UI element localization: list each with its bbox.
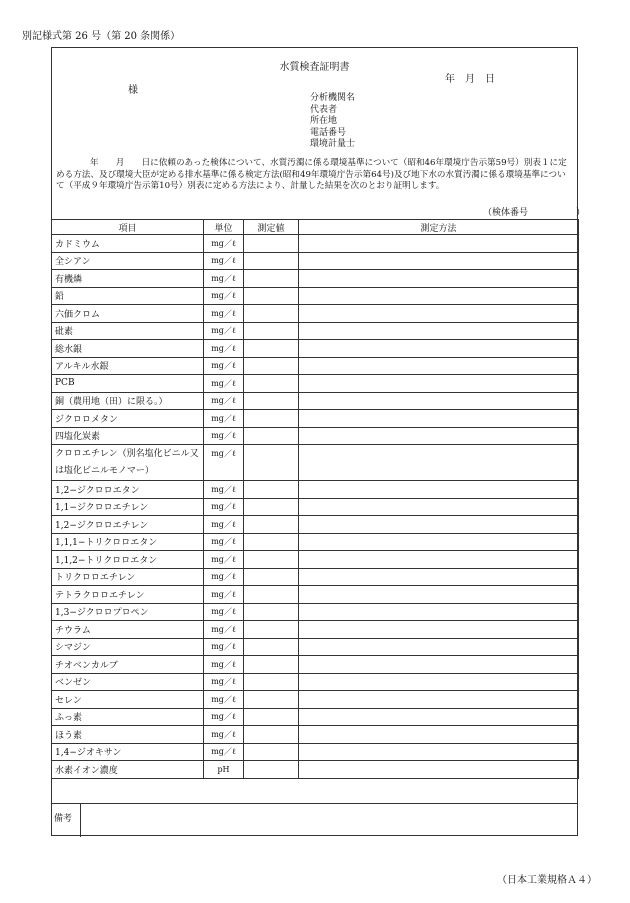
method-cell[interactable] [299, 357, 579, 375]
table-row [52, 708, 579, 726]
measured-value-cell[interactable] [244, 481, 299, 499]
unit-cell: mg／ℓ [204, 357, 244, 375]
remarks-section [51, 803, 578, 838]
measured-value-cell[interactable] [244, 621, 299, 639]
item-name: シマジン [52, 638, 204, 656]
measured-value-cell[interactable] [244, 410, 299, 428]
table-row [52, 551, 579, 569]
item-name: 1,2−ジクロロエチレン [52, 516, 204, 534]
table-row [52, 375, 579, 393]
method-cell[interactable] [299, 726, 579, 744]
addressee-suffix: 様 [128, 85, 138, 96]
item-name: トリクロロエチレン [52, 568, 204, 586]
remarks-label: 備考 [51, 804, 81, 837]
results-body [52, 235, 579, 779]
unit-cell: pH [204, 761, 244, 779]
measured-value-cell[interactable] [244, 427, 299, 445]
unit-cell: mg／ℓ [204, 551, 244, 569]
table-row [52, 516, 579, 534]
certificate-header [52, 48, 586, 218]
measured-value-cell[interactable] [244, 551, 299, 569]
measured-value-cell[interactable] [244, 673, 299, 691]
measured-value-cell[interactable] [244, 656, 299, 674]
item-name: 1,2−ジクロロエタン [52, 481, 204, 499]
method-cell[interactable] [299, 305, 579, 323]
table-header-row [52, 220, 579, 235]
unit-cell: mg／ℓ [204, 568, 244, 586]
item-name: ジクロロメタン [52, 410, 204, 428]
unit-cell: mg／ℓ [204, 481, 244, 499]
table-row [52, 357, 579, 375]
measured-value-cell[interactable] [244, 252, 299, 270]
measured-value-cell[interactable] [244, 375, 299, 393]
measured-value-cell[interactable] [244, 533, 299, 551]
unit-cell: mg／ℓ [204, 673, 244, 691]
item-name: ふっ素 [52, 708, 204, 726]
method-cell[interactable] [299, 691, 579, 709]
measured-value-cell[interactable] [244, 691, 299, 709]
item-name: 1,1,1−トリクロロエタン [52, 533, 204, 551]
sample-number-close: ） [576, 208, 586, 218]
method-cell[interactable] [299, 340, 579, 358]
item-name: 鉛 [52, 287, 204, 305]
table-row [52, 638, 579, 656]
header-measured-value: 測定値 [244, 220, 299, 235]
unit-cell: mg／ℓ [204, 305, 244, 323]
item-name: PCB [52, 375, 204, 393]
item-name: チオベンカルブ [52, 656, 204, 674]
measured-value-cell[interactable] [244, 392, 299, 410]
unit-cell: mg／ℓ [204, 445, 244, 481]
item-name: 銅（農用地（田）に限る。） [52, 392, 204, 410]
table-row [52, 761, 579, 779]
header-item: 項目 [52, 220, 204, 235]
unit-cell: mg／ℓ [204, 586, 244, 604]
unit-cell: mg／ℓ [204, 516, 244, 534]
table-row [52, 305, 579, 323]
method-cell[interactable] [299, 445, 579, 481]
item-name: セレン [52, 691, 204, 709]
item-name: チウラム [52, 621, 204, 639]
table-row [52, 410, 579, 428]
representative-label: 代表者 [310, 104, 338, 115]
unit-cell: mg／ℓ [204, 375, 244, 393]
method-cell[interactable] [299, 410, 579, 428]
measured-value-cell[interactable] [244, 322, 299, 340]
method-cell[interactable] [299, 287, 579, 305]
table-row [52, 673, 579, 691]
item-name: 総水銀 [52, 340, 204, 358]
unit-cell: mg／ℓ [204, 252, 244, 270]
unit-cell: mg／ℓ [204, 410, 244, 428]
method-cell[interactable] [299, 392, 579, 410]
unit-cell: mg／ℓ [204, 691, 244, 709]
method-cell[interactable] [299, 252, 579, 270]
method-cell[interactable] [299, 673, 579, 691]
measured-value-cell[interactable] [244, 516, 299, 534]
results-table [51, 219, 579, 779]
method-cell[interactable] [299, 533, 579, 551]
table-row [52, 252, 579, 270]
method-cell[interactable] [299, 516, 579, 534]
measured-value-cell[interactable] [244, 270, 299, 288]
table-row [52, 656, 579, 674]
measured-value-cell[interactable] [244, 305, 299, 323]
item-name: アルキル水銀 [52, 357, 204, 375]
unit-cell: mg／ℓ [204, 708, 244, 726]
table-row [52, 340, 579, 358]
certification-statement: 年 月 日に依頼のあった検体について、水質汚濁に係る環境基準について（昭和46年環境庁告示第59号）別表１に定める方法、及び環境大臣が定める排水基準に係る検定方法(昭和49年環境庁告示第64号)及び地下水の水質汚濁に係る環境基準について（平成９年環境庁告示第10号）別表に定める方法により、計量した結果を次のとおり証明します。 [56, 158, 567, 191]
unit-cell: mg／ℓ [204, 498, 244, 516]
unit-cell: mg／ℓ [204, 533, 244, 551]
item-name: 有機燐 [52, 270, 204, 288]
unit-cell: mg／ℓ [204, 656, 244, 674]
measured-value-cell[interactable] [244, 743, 299, 761]
unit-cell: mg／ℓ [204, 743, 244, 761]
item-name: テトラクロロエチレン [52, 586, 204, 604]
header-unit: 単位 [204, 220, 244, 235]
table-row [52, 427, 579, 445]
method-cell[interactable] [299, 235, 579, 253]
table-row [52, 621, 579, 639]
item-name: 四塩化炭素 [52, 427, 204, 445]
item-name: 1,1,2−トリクロロエタン [52, 551, 204, 569]
method-cell[interactable] [299, 638, 579, 656]
table-row [52, 603, 579, 621]
form-number-label: 別記様式第 26 号（第 20 条関係） [22, 31, 181, 42]
method-cell[interactable] [299, 761, 579, 779]
address-label: 所在地 [310, 116, 338, 126]
method-cell[interactable] [299, 375, 579, 393]
sample-number [483, 205, 585, 218]
measured-value-cell[interactable] [244, 708, 299, 726]
method-cell[interactable] [299, 568, 579, 586]
unit-cell: mg／ℓ [204, 270, 244, 288]
measured-value-cell[interactable] [244, 357, 299, 375]
measured-value-cell[interactable] [244, 445, 299, 481]
unit-cell: mg／ℓ [204, 726, 244, 744]
table-row [52, 568, 579, 586]
measured-value-cell[interactable] [244, 287, 299, 305]
method-cell[interactable] [299, 481, 579, 499]
method-cell[interactable] [299, 551, 579, 569]
measured-value-cell[interactable] [244, 568, 299, 586]
table-row [52, 322, 579, 340]
environmental-measurer-label: 環境計量士 [310, 139, 356, 149]
unit-cell: mg／ℓ [204, 621, 244, 639]
sample-number-label: （検体番号 [483, 208, 529, 218]
item-name: カドミウム [52, 235, 204, 253]
item-name: クロロエチレン（別名塩化ビニル又は塩化ビニルモノマー） [52, 445, 204, 481]
phone-label: 電話番号 [310, 127, 347, 138]
unit-cell: mg／ℓ [204, 322, 244, 340]
measured-value-cell[interactable] [244, 498, 299, 516]
paper-size-note: （日本工業規格Ａ４） [497, 875, 597, 886]
item-name: ベンゼン [52, 673, 204, 691]
table-row [52, 586, 579, 604]
method-cell[interactable] [299, 708, 579, 726]
item-name: 1,4−ジオキサン [52, 743, 204, 761]
issuer-block [310, 93, 355, 151]
item-name: 全シアン [52, 252, 204, 270]
org-name-label: 分析機関名 [310, 93, 356, 103]
table-row [52, 481, 579, 499]
method-cell[interactable] [299, 322, 579, 340]
item-name: ほう素 [52, 726, 204, 744]
measured-value-cell[interactable] [244, 761, 299, 779]
unit-cell: mg／ℓ [204, 340, 244, 358]
method-cell[interactable] [299, 427, 579, 445]
table-row [52, 691, 579, 709]
unit-cell: mg／ℓ [204, 235, 244, 253]
table-row [52, 235, 579, 253]
measured-value-cell[interactable] [244, 586, 299, 604]
method-cell[interactable] [299, 743, 579, 761]
table-row [52, 533, 579, 551]
measured-value-cell[interactable] [244, 726, 299, 744]
method-cell[interactable] [299, 270, 579, 288]
unit-cell: mg／ℓ [204, 638, 244, 656]
header-method: 測定方法 [299, 220, 579, 235]
measured-value-cell[interactable] [244, 235, 299, 253]
document-title: 水質検査証明書 [279, 62, 350, 73]
unit-cell: mg／ℓ [204, 287, 244, 305]
issue-date: 年 月 日 [445, 74, 495, 85]
certificate-frame [51, 47, 586, 836]
unit-cell: mg／ℓ [204, 427, 244, 445]
method-cell[interactable] [299, 656, 579, 674]
unit-cell: mg／ℓ [204, 392, 244, 410]
item-name: 水素イオン濃度 [52, 761, 204, 779]
table-row [52, 498, 579, 516]
item-name: 1,1−ジクロロエチレン [52, 498, 204, 516]
table-row [52, 287, 579, 305]
measured-value-cell[interactable] [244, 638, 299, 656]
method-cell[interactable] [299, 621, 579, 639]
item-name: 砒素 [52, 322, 204, 340]
unit-cell: mg／ℓ [204, 603, 244, 621]
method-cell[interactable] [299, 603, 579, 621]
method-cell[interactable] [299, 498, 579, 516]
table-row [52, 392, 579, 410]
item-name: 六価クロム [52, 305, 204, 323]
table-row [52, 270, 579, 288]
table-row [52, 743, 579, 761]
measured-value-cell[interactable] [244, 603, 299, 621]
item-name: 1,3−ジクロロプロペン [52, 603, 204, 621]
table-row [52, 445, 579, 481]
table-row [52, 726, 579, 744]
method-cell[interactable] [299, 586, 579, 604]
measured-value-cell[interactable] [244, 340, 299, 358]
